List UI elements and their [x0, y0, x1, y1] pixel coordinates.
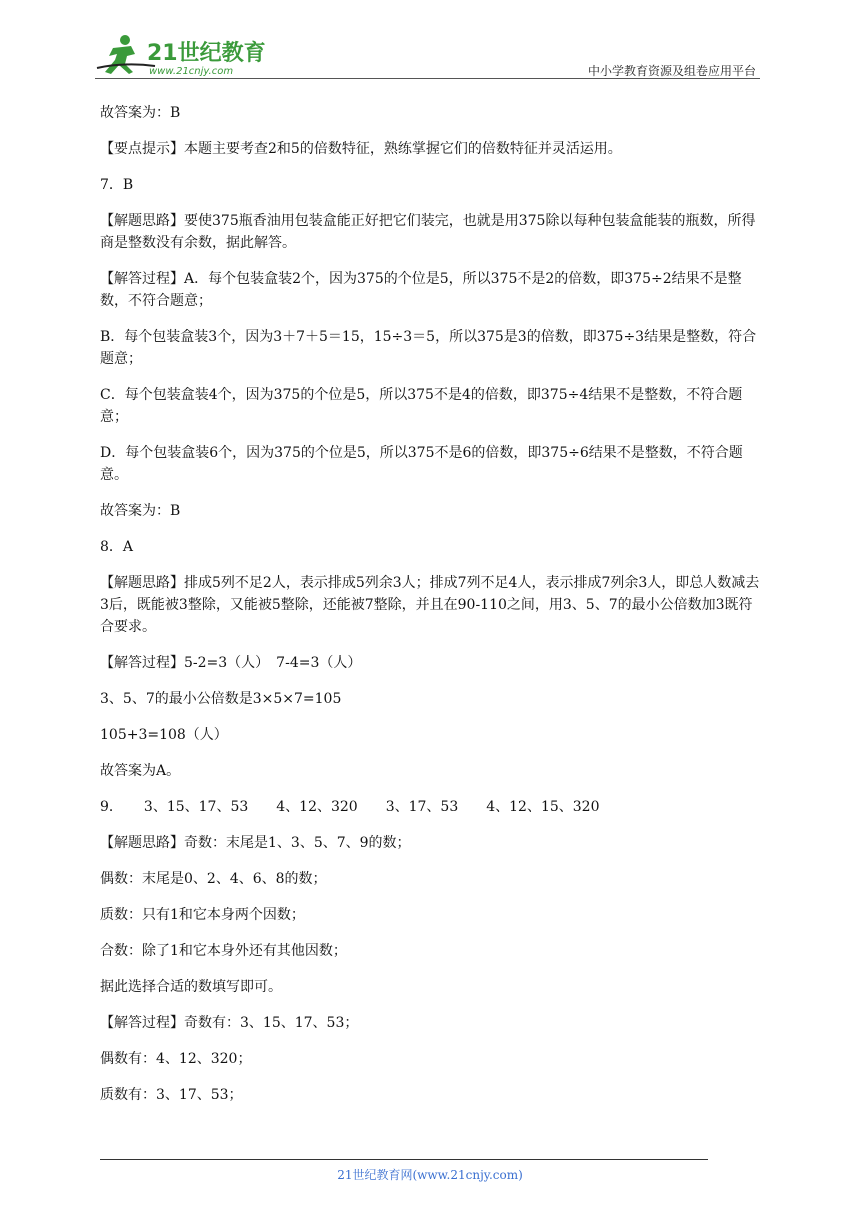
paragraph: 合数：除了1和它本身外还有其他因数；: [100, 943, 347, 959]
paragraph: D．每个包装盒装6个，因为375的个位是5，所以375不是6的倍数，即375÷6结果不是整数，不符合题意。: [100, 445, 743, 483]
paragraph: B．每个包装盒装3个，因为3＋7＋5＝15，15÷3＝5，所以375是3的倍数，即375÷3结果是整数，符合题意；: [100, 329, 757, 367]
header-rule: [95, 78, 760, 79]
paragraph: 【解题思路】排成5列不足2人，表示排成5列余3人；排成7列不足4人，表示排成7列余3人，即总人数减去3后，既能被3整除，又能被5整除，还能被7整除，并且在90-110之间，用3、5、7的最小公倍数加3既符合要求。: [100, 575, 760, 635]
paragraph: 【解答过程】5-2=3（人） 7-4=3（人）: [100, 655, 362, 671]
paragraph: 质数有：3、17、53；: [100, 1087, 243, 1103]
paragraph: 质数：只有1和它本身两个因数；: [100, 907, 305, 923]
runner-icon: [105, 35, 135, 74]
paragraph: 故答案为：B: [100, 105, 181, 121]
logo: [95, 32, 295, 78]
footer-rule: [100, 1159, 708, 1160]
paragraph: 故答案为：B: [100, 503, 181, 519]
paragraph: 【解答过程】奇数有：3、15、17、53；: [100, 1015, 359, 1031]
question-number: 7．B: [100, 177, 134, 193]
paragraph: 【解题思路】要使375瓶香油用包装盒能正好把它们装完，也就是用375除以每种包装盒能装的瓶数，所得商是整数没有余数，据此解答。: [100, 213, 756, 251]
paragraph: 105+3=108（人）: [100, 727, 228, 743]
answer-content: [100, 102, 762, 1120]
paragraph: 偶数有：4、12、320；: [100, 1051, 252, 1067]
paragraph: 【要点提示】本题主要考查2和5的倍数特征，熟练掌握它们的倍数特征并灵活运用。: [100, 141, 622, 157]
question-number: 8．A: [100, 539, 134, 555]
paragraph: 3、5、7的最小公倍数是3×5×7=105: [100, 691, 342, 707]
paragraph: C．每个包装盒装4个，因为375的个位是5，所以375不是4的倍数，即375÷4结果不是整数，不符合题意；: [100, 387, 743, 425]
paragraph: 故答案为A。: [100, 763, 181, 779]
question-9-answers: 9． 3、15、17、53 4、12、320 3、17、53 4、12、15、320: [100, 799, 600, 815]
paragraph: 据此选择合适的数填写即可。: [100, 979, 282, 995]
footer-link[interactable]: 21世纪教育网(www.21cnjy.com): [337, 1168, 523, 1182]
header-platform-text: 中小学教育资源及组卷应用平台: [587, 64, 756, 78]
logo-url: www.21cnjy.com: [149, 66, 234, 77]
logo-text: 21世纪教育: [147, 41, 266, 66]
paragraph: 【解答过程】A．每个包装盒装2个，因为375的个位是5，所以375不是2的倍数，即375÷2结果不是整数，不符合题意；: [100, 271, 742, 309]
page-header: [95, 30, 760, 80]
paragraph: 偶数：末尾是0、2、4、6、8的数；: [100, 871, 327, 887]
paragraph: 【解题思路】奇数：末尾是1、3、5、7、9的数；: [100, 835, 411, 851]
